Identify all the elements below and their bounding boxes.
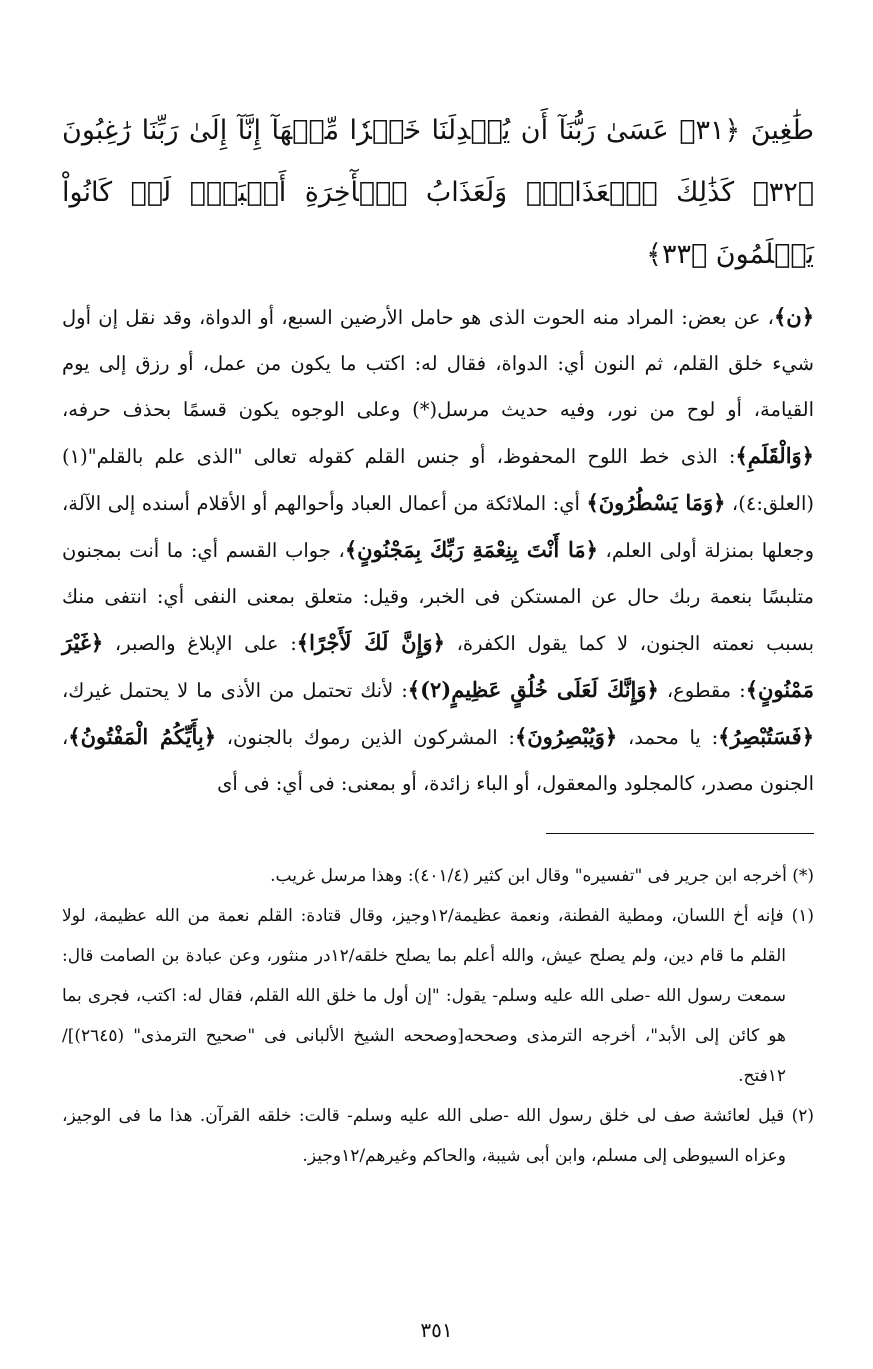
commentary: : لأنك تحتمل من الأذى ما لا يحتمل غيرك، bbox=[62, 679, 408, 702]
verse-quote-qalam: ﴿وَالْقَلَمِ﴾ bbox=[735, 443, 814, 468]
commentary: : على الإبلاغ والصبر، bbox=[103, 632, 297, 655]
commentary: : مقطوع، bbox=[658, 679, 746, 702]
commentary: ، جواب القسم أي: ما أنت بمجنون متلبسًا بنعمة ربك حال عن المستكن فى الخبر، وقيل: متعلق بمعنى النفى أي: انتفى منك بسبب نعمته الجنون، لا كما يقول الكفرة، bbox=[62, 539, 814, 655]
commentary: ، الجنون مصدر، كالمجلود والمعقول، أو الباء زائدة، أو بمعنى: فى أي: فى أى bbox=[62, 726, 814, 795]
footnotes bbox=[62, 856, 814, 1176]
page-body bbox=[62, 100, 814, 1176]
commentary: ، عن بعض: المراد منه الحوت الذى هو حامل الأرضين السبع، أو الدواة، وقد نقل إن أول شيء خلق القلم، ثم النون أي: الدواة، فقال له: اكتب ما يكون من عمل، أو رزق إلى يوم القيامة، أو لوح من نور، وفيه حديث مرسل(*) وعلى الوجوه يكون قسمًا بحذف حرفه، bbox=[62, 306, 814, 421]
verse-quote-khuluq: ﴿وَإِنَّكَ لَعَلَى خُلُقٍ عَظِيمٍ(٢)﴾ bbox=[407, 677, 659, 702]
footnote-star: (*) أخرجه ابن جرير فى "تفسيره" وقال ابن كثير (٤٠١/٤): وهذا مرسل غريب. bbox=[270, 866, 814, 886]
commentary: : الذى خط اللوح المحفوظ، أو جنس القلم كقوله تعالى "الذى علم بالقلم"(١)(العلق:٤)، bbox=[62, 445, 814, 515]
page-number: ٣٥١ bbox=[420, 1318, 453, 1342]
footnote-1: (١) فإنه أخ اللسان، ومطية الفطنة، ونعمة عظيمة/١٢وجيز، وقال قتادة: القلم نعمة من الله عظيمة، لولا القلم ما قام دين، ولم يصلح عيش، والله أعلم بما يصلح خلقه/١٢در منثور، وعن عبادة بن الصامت قال: سمعت رسول الله -صلى الله عليه وسلم- يقول: "إن أول ما خلق الله القلم، فقال له: اكتب، فجرى بما هو كائن إلى الأبد"، أخرجه الترمذى وصححه[وصححه الشيخ الألبانى فى "صحيح الترمذى" (٢٦٤٥)]/١٢فتح. bbox=[62, 906, 814, 1086]
verse-quote-ajr: ﴿وَإِنَّ لَكَ لَأَجْرًا﴾ bbox=[296, 630, 445, 655]
footnote-separator bbox=[546, 833, 814, 834]
verse-quote-satubsir: ﴿فَسَتُبْصِرُ﴾ bbox=[718, 724, 814, 749]
verse-quote-yubsirun: ﴿وَيُبْصِرُونَ﴾ bbox=[514, 724, 618, 749]
verse-quote-majnun: ﴿مَا أَنْتَ بِنِعْمَةِ رَبِّكَ بِمَجْنُونٍ﴾ bbox=[344, 537, 598, 562]
commentary: : المشركون الذين رموك بالجنون، bbox=[216, 726, 515, 749]
tafsir-text bbox=[62, 294, 814, 807]
verse-quote-maftun: ﴿بِأَيِّكُمُ الْمَفْتُونُ﴾ bbox=[68, 724, 216, 749]
commentary: : يا محمد، bbox=[617, 726, 719, 749]
quran-verses: طَٰغِينَ ﴿٣١﴾ عَسَىٰ رَبُّنَآ أَن يُبۡدِلَنَا خَيۡرٗا مِّنۡهَآ إِنَّآ إِلَىٰ رَبِّنَا رَٰغِبُونَ ﴿٣٢﴾ كَذَٰلِكَ ٱلۡعَذَابُۖ وَلَعَذَابُ ٱلۡأٓخِرَةِ أَكۡبَرُۚ لَوۡ كَانُواْ يَعۡلَمُونَ ﴿٣٣﴾ bbox=[62, 115, 814, 270]
verse-quote-nun: ﴿ن﴾ bbox=[773, 304, 814, 329]
verse-quote-mamnun: ﴿غَيْرَ مَمْنُونٍ﴾ bbox=[62, 630, 814, 702]
verse-quote-yasturun: ﴿وَمَا يَسْطُرُونَ﴾ bbox=[586, 490, 726, 515]
commentary: أي: الملائكة من أعمال العباد وأحوالهم أو الأقلام أسنده إلى الآلة، وجعلها بمنزلة أولى العلم، bbox=[62, 492, 814, 562]
footnote-2: (٢) قيل لعائشة صف لى خلق رسول الله -صلى الله عليه وسلم- قالت: خلقه القرآن. هذا ما فى الوجيز، وعزاه السيوطى إلى مسلم، وابن أبى شيبة، والحاكم وغيرهم/١٢وجيز. bbox=[62, 1106, 814, 1166]
